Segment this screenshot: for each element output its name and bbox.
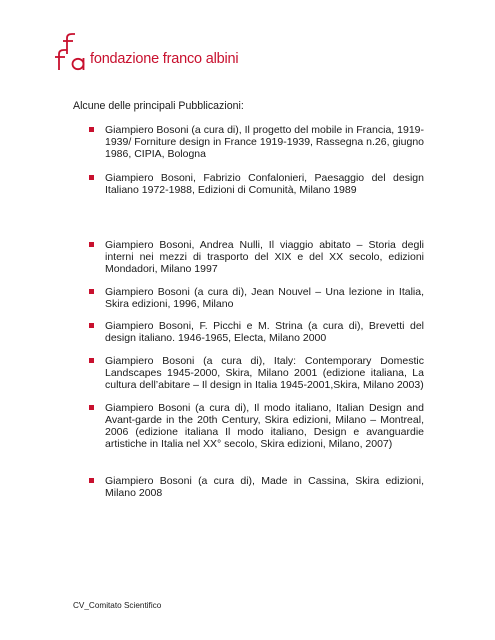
bullet-icon xyxy=(89,405,94,410)
bullet-icon xyxy=(89,323,94,328)
bullet-icon xyxy=(89,175,94,180)
publication-text: Giampiero Bosoni, Fabrizio Confalonieri, Paesaggio del design Italiano 1972-1988, Edizioni di Comunità, Milano 1989 xyxy=(105,172,424,196)
section-heading: Alcune delle principali Pubblicazioni: xyxy=(73,100,244,112)
publication-text: Giampiero Bosoni (a cura di), Italy: Contemporary Domestic Landscapes 1945-2000, Skira, Milano 2001 (edizione italiana, La cultura dell’abitare – Il design in Italia 1945-2001,Skira, Milano 2003) xyxy=(105,355,424,391)
publication-text: Giampiero Bosoni (a cura di), Il progetto del mobile in Francia, 1919-1939/ Forniture design in France 1919-1939, Rassegna n.26, giugno 1986, CIPIA, Bologna xyxy=(105,124,424,160)
publication-text: Giampiero Bosoni, F. Picchi e M. Strina (a cura di), Brevetti del design italiano. 1946-1965, Electa, Milano 2000 xyxy=(105,320,424,344)
bullet-icon xyxy=(89,127,94,132)
publication-text: Giampiero Bosoni (a cura di), Made in Cassina, Skira edizioni, Milano 2008 xyxy=(105,475,424,499)
list-item xyxy=(89,402,424,450)
bullet-icon xyxy=(89,478,94,483)
list-item xyxy=(89,124,424,160)
bullet-icon xyxy=(89,358,94,363)
publication-text: Giampiero Bosoni, Andrea Nulli, Il viaggio abitato – Storia degli interni nei mezzi di trasporto del XIX e del XX secolo, edizioni Mondadori, Milano 1997 xyxy=(105,239,424,275)
ffa-monogram-icon xyxy=(54,32,90,72)
list-item xyxy=(89,355,424,391)
list-item xyxy=(89,286,424,310)
bullet-icon xyxy=(89,289,94,294)
bullet-icon xyxy=(89,242,94,247)
publication-text: Giampiero Bosoni (a cura di), Jean Nouvel – Una lezione in Italia, Skira edizioni, 1996, Milano xyxy=(105,286,424,310)
list-item xyxy=(89,320,424,344)
list-item xyxy=(89,475,424,499)
page-footer: CV_Comitato Scientifico xyxy=(73,601,162,610)
list-item xyxy=(89,239,424,275)
logo-text: fondazione franco albini xyxy=(90,51,239,67)
publication-text: Giampiero Bosoni (a cura di), Il modo italiano, Italian Design and Avant-garde in the 20th Century, Skira edizioni, Milano – Montreal, 2006 (edizione italiana Il modo italiano, Design e avanguardie artistiche in Italia nel XX° secolo, Skira edizioni, Milano, 2007) xyxy=(105,402,424,450)
list-item xyxy=(89,172,424,196)
